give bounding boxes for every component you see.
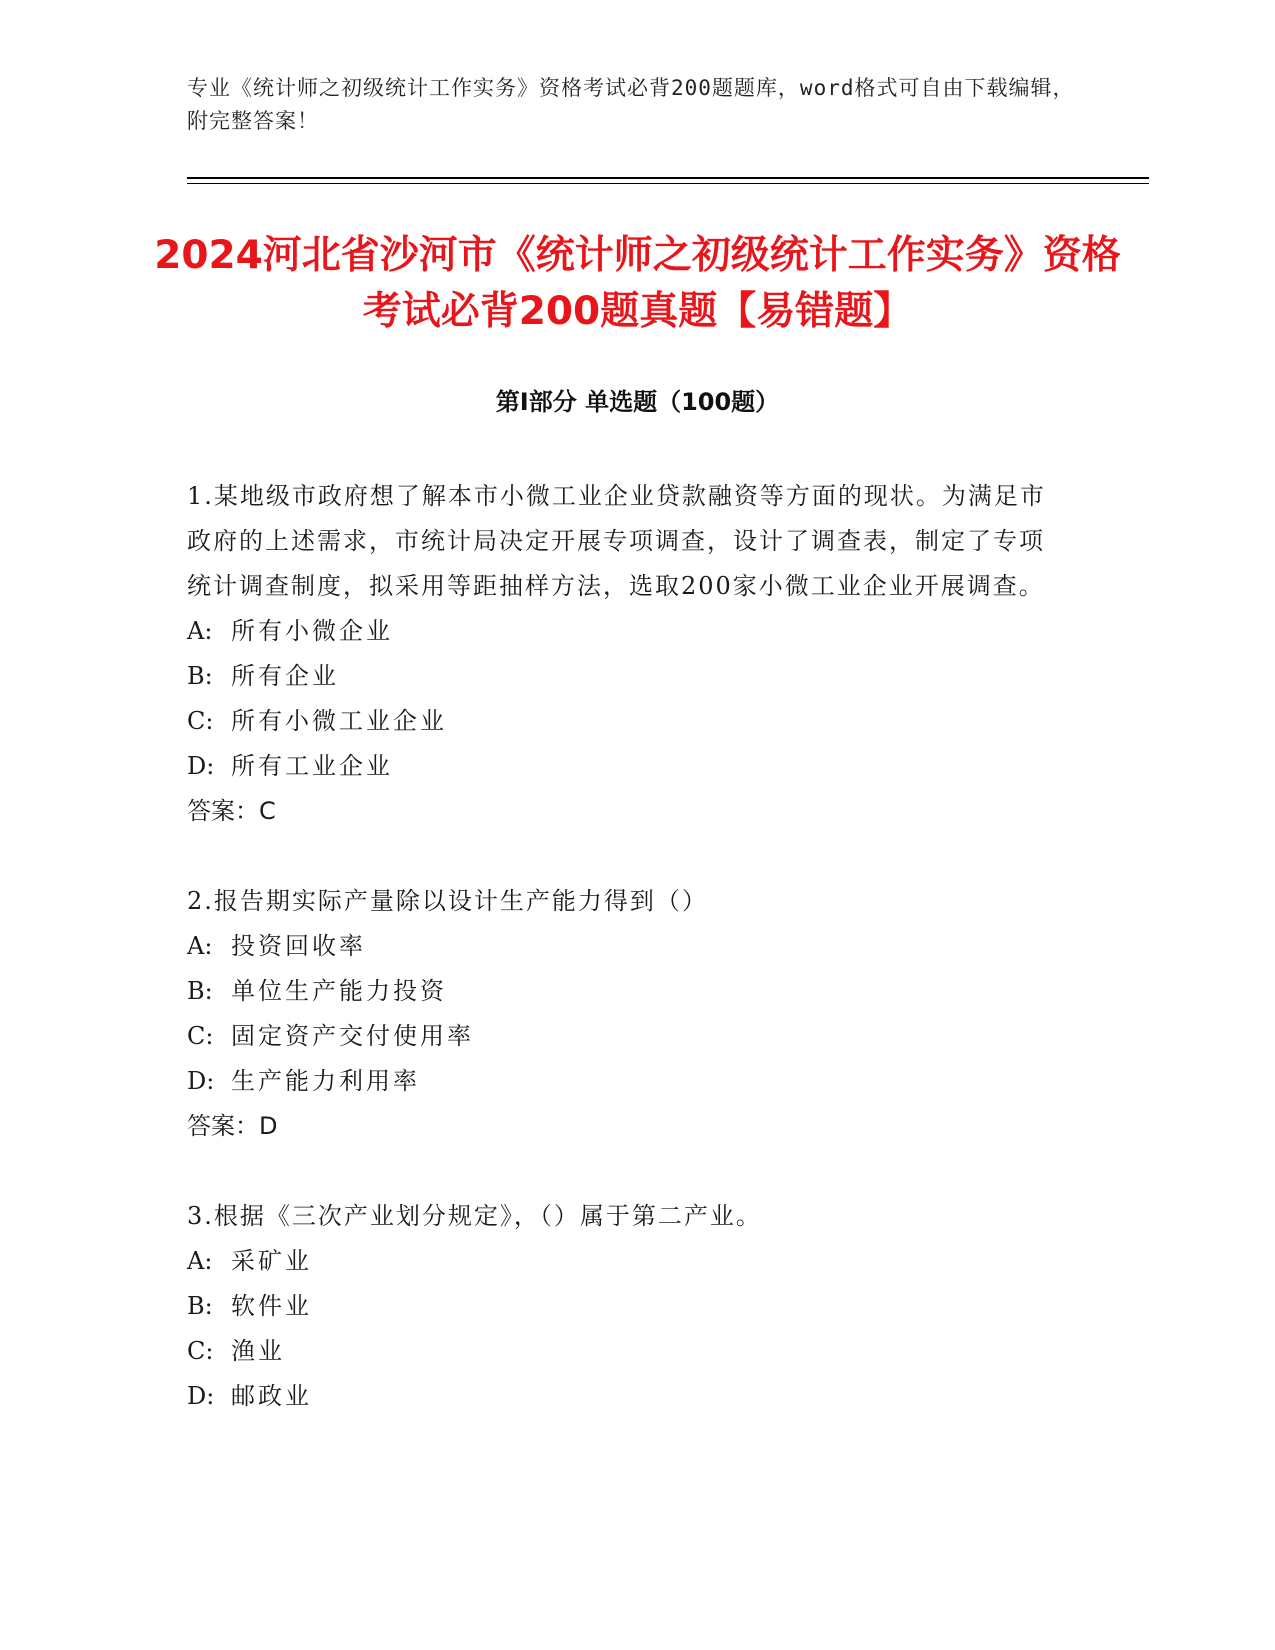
header-divider-thick — [187, 177, 1149, 179]
option-c — [187, 1014, 1067, 1059]
option-key: C: — [187, 1022, 214, 1050]
option-text: 所有小微工业企业 — [231, 707, 447, 735]
document-title: 2024河北省沙河市《统计师之初级统计工作实务》资格考试必背200题真题【易错题】 — [154, 233, 1121, 334]
option-text: 所有工业企业 — [231, 752, 393, 780]
answer: 答案：C — [187, 797, 276, 825]
option-text: 生产能力利用率 — [231, 1067, 420, 1095]
option-d — [187, 1374, 1067, 1419]
option-a — [187, 924, 1067, 969]
option-a — [187, 1239, 1067, 1284]
option-text: 固定资产交付使用率 — [231, 1022, 474, 1050]
option-a — [187, 609, 1067, 654]
option-key: C: — [187, 707, 214, 735]
option-key: D: — [187, 1382, 215, 1410]
section-title: 第Ⅰ部分 单选题（100题） — [495, 388, 780, 416]
option-text: 单位生产能力投资 — [231, 977, 447, 1005]
option-b — [187, 1284, 1067, 1329]
header-divider-thin — [187, 183, 1149, 184]
option-c — [187, 699, 1067, 744]
option-c — [187, 1329, 1067, 1374]
option-text: 渔业 — [231, 1337, 285, 1365]
option-key: B: — [187, 1292, 213, 1320]
header-note: 专业《统计师之初级统计工作实务》资格考试必背200题题库，word格式可自由下载编辑，附完整答案！ — [187, 76, 1075, 133]
option-key: B: — [187, 662, 213, 690]
option-d — [187, 1059, 1067, 1104]
option-key: A: — [187, 932, 213, 960]
option-text: 采矿业 — [231, 1247, 312, 1275]
question-2 — [187, 879, 1067, 1149]
option-text: 投资回收率 — [231, 932, 366, 960]
option-d — [187, 744, 1067, 789]
question-stem: 3.根据《三次产业划分规定》，（）属于第二产业。 — [187, 1202, 762, 1230]
option-key: A: — [187, 1247, 213, 1275]
option-b — [187, 969, 1067, 1014]
answer: 答案：D — [187, 1112, 278, 1140]
option-key: A: — [187, 617, 213, 645]
question-list — [187, 474, 1067, 1464]
option-key: C: — [187, 1337, 214, 1365]
option-text: 软件业 — [231, 1292, 312, 1320]
option-text: 邮政业 — [231, 1382, 312, 1410]
option-key: D: — [187, 1067, 215, 1095]
option-text: 所有小微企业 — [231, 617, 393, 645]
question-stem: 2.报告期实际产量除以设计生产能力得到（） — [187, 887, 708, 915]
question-3 — [187, 1194, 1067, 1419]
question-stem: 1.某地级市政府想了解本市小微工业企业贷款融资等方面的现状。为满足市政府的上述需求，市统计局决定开展专项调查，设计了调查表，制定了专项统计调查制度，拟采用等距抽样方法，选取200家小微工业企业开展调查。 — [187, 482, 1046, 600]
option-key: B: — [187, 977, 213, 1005]
option-b — [187, 654, 1067, 699]
option-text: 所有企业 — [231, 662, 339, 690]
question-1 — [187, 474, 1067, 834]
option-key: D: — [187, 752, 215, 780]
